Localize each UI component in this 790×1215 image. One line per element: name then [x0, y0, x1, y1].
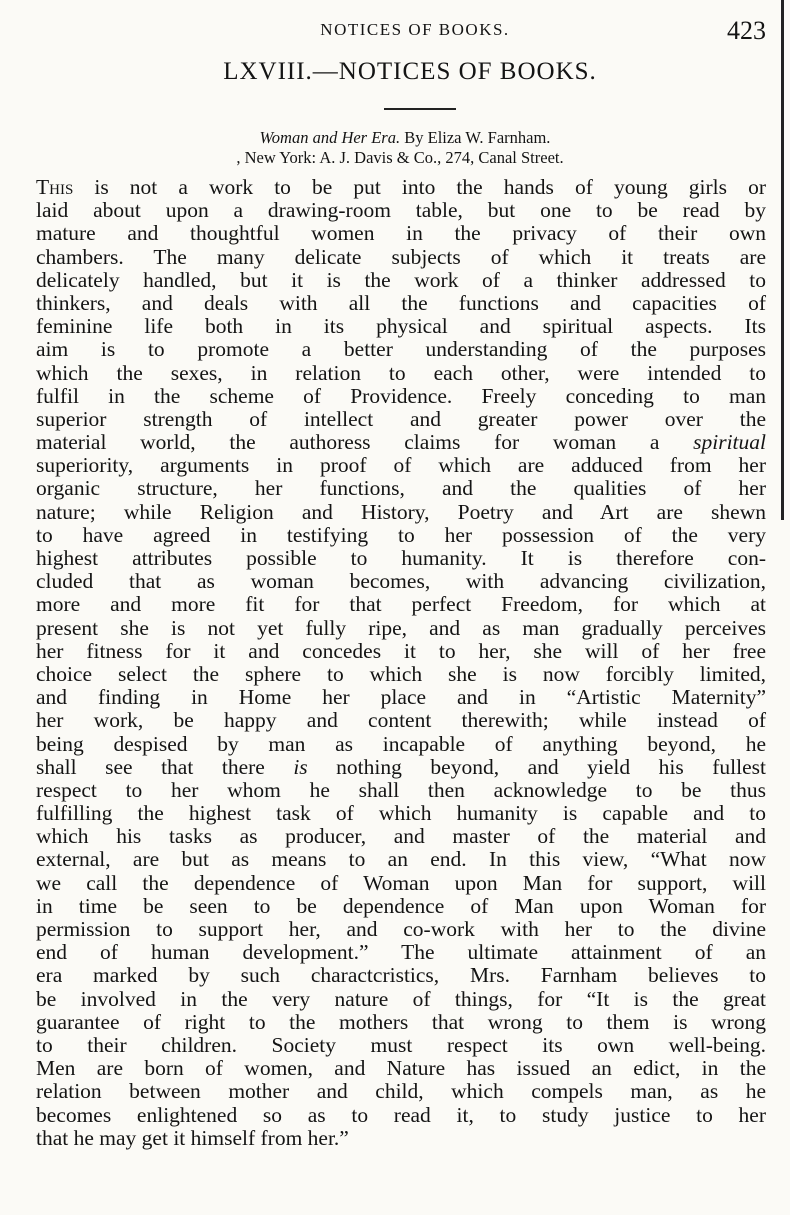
review-line: that he may get it himself from her.”	[36, 1125, 349, 1150]
review-line: fulfilling the highest task of which humanity is capable and to	[36, 801, 766, 826]
review-line: becomes enlightened so as to read it, to study justice to her	[36, 1102, 766, 1127]
review-line: delicately handled, but it is the work of a thinker addressed to	[36, 267, 766, 292]
review-line: which the sexes, in relation to each other, were intended to	[36, 360, 766, 385]
review-line: end of human development.” The ultimate attainment of an	[36, 940, 766, 965]
citation-prefix: ,	[236, 148, 241, 167]
review-line: feminine life both in its physical and spiritual aspects. Its	[36, 314, 766, 339]
review-line: aim is to promote a better understanding of the purposes	[36, 337, 766, 362]
review-line: her work, be happy and content therewith; while instead of	[36, 708, 766, 733]
review-line: guarantee of right to the mothers that wrong to them is wrong	[36, 1009, 766, 1034]
review-line: we call the dependence of Woman upon Man for support, will	[36, 870, 766, 895]
review-line: nature; while Religion and History, Poetry and Art are shewn	[36, 499, 766, 524]
review-line: permission to support her, and co-work with her to the divine	[36, 917, 766, 941]
review-line: relation between mother and child, which compels man, as he	[36, 1079, 766, 1104]
review-line: in time be seen to be dependence of Man upon Woman for	[36, 893, 766, 918]
review-line: highest attributes possible to humanity. It is therefore con-	[36, 546, 766, 570]
review-line: to have agreed in testifying to her possession of the very	[36, 522, 766, 547]
review-line: This is not a work to be put into the hands of young girls or	[36, 175, 766, 199]
review-line: to their children. Society must respect its own well-being.	[36, 1032, 766, 1057]
lead-word: This	[36, 175, 74, 199]
citation-title-line	[40, 128, 760, 147]
review-line: cluded that as woman becomes, with advancing civilization,	[36, 569, 766, 594]
book-publisher: New York: A. J. Davis & Co., 274, Canal Street.	[244, 148, 564, 167]
emphasis: is	[293, 754, 308, 779]
page-number: 423	[727, 16, 766, 45]
review-line: laid about upon a drawing-room table, but one to be read by	[36, 198, 766, 223]
running-head	[0, 16, 790, 50]
section-heading: LXVIII.—NOTICES OF BOOKS.	[223, 58, 597, 85]
emphasis: spiritual	[693, 430, 766, 455]
review-line: respect to her whom he shall then acknowledge to be thus	[36, 777, 766, 802]
review-line: fulfil in the scheme of Providence. Freely conceding to man	[36, 383, 766, 408]
review-line: her fitness for it and concedes it to her, she will of her free	[36, 638, 766, 663]
review-line: being despised by man as incapable of anything beyond, he	[36, 731, 766, 756]
review-line: choice select the sphere to which she is now forcibly limited,	[36, 661, 766, 686]
citation-publisher-line	[40, 148, 760, 167]
review-body	[36, 176, 766, 1150]
review-line: shall see that there is nothing beyond, and yield his fullest	[36, 754, 766, 779]
review-line: and finding in Home her place and in “Artistic Maternity”	[36, 685, 766, 710]
review-line: organic structure, her functions, and the qualities of her	[36, 476, 766, 501]
review-line: era marked by such charactcristics, Mrs. Farnham believes to	[36, 963, 766, 988]
review-line: external, are but as means to an end. In this view, “What now	[36, 847, 766, 872]
running-title: NOTICES OF BOOKS.	[320, 20, 510, 39]
review-line: be involved in the very nature of things, for “It is the great	[36, 986, 766, 1011]
review-line: more and more fit for that perfect Freedom, for which at	[36, 592, 766, 617]
review-line: chambers. The many delicate subjects of which it treats are	[36, 244, 766, 269]
review-line: superior strength of intellect and greater power over the	[36, 406, 766, 431]
heading-divider	[384, 108, 456, 110]
review-line: mature and thoughtful women in the privacy of their own	[36, 221, 766, 246]
book-author: By Eliza W. Farnham.	[404, 128, 551, 147]
review-line: material world, the authoress claims for woman a spiritual	[36, 430, 766, 455]
review-line: thinkers, and deals with all the functions and capacities of	[36, 290, 766, 315]
book-title: Woman and Her Era.	[259, 128, 401, 147]
review-line: which his tasks as producer, and master of the material and	[36, 824, 766, 849]
review-line: superiority, arguments in proof of which are adduced from her	[36, 453, 766, 478]
review-line: present she is not yet fully ripe, and as man gradually perceives	[36, 615, 766, 640]
review-line: Men are born of women, and Nature has issued an edict, in the	[36, 1056, 766, 1081]
